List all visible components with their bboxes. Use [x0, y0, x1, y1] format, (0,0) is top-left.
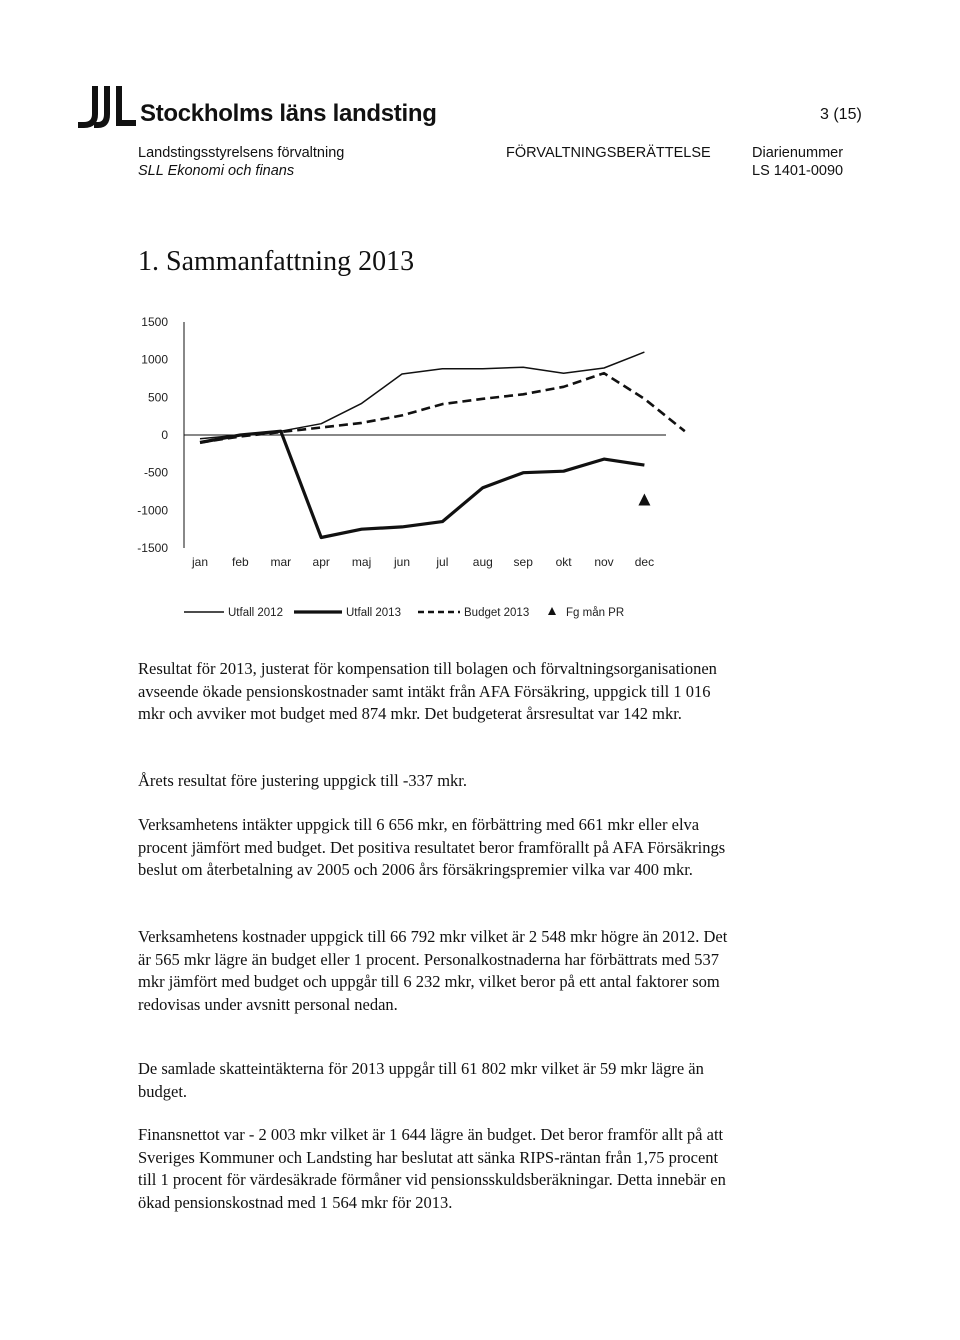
section-heading: 1. Sammanfattning 2013 [138, 246, 415, 277]
paragraph-revenues: Verksamhetens intäkter uppgick till 6 656 mkr, en förbättring med 661 mkr eller elva procent jämfört med budget. Det positiva resultatet beror framförallt på AFA Försäkrings beslut om återbetalning av 2005 och 2006 års försäkringspremier vilka var 400 mkr. [138, 815, 726, 879]
x-tick-label: okt [555, 555, 572, 569]
y-tick-label: -1000 [137, 503, 168, 518]
document-type: FÖRVALTNINGSBERÄTTELSE [506, 145, 711, 161]
result-line-chart [0, 0, 960, 640]
x-tick-labels [191, 555, 654, 569]
series-line-utfall-2013 [200, 431, 644, 537]
department-name: SLL Ekonomi och finans [138, 163, 295, 179]
diarienummer-label: Diarienummer [752, 145, 844, 161]
x-tick-label: feb [232, 555, 249, 569]
y-tick-label: 500 [147, 390, 168, 405]
x-tick-label: jan [191, 555, 209, 569]
x-tick-label: nov [594, 555, 614, 569]
legend-label: Budget 2013 [464, 607, 530, 619]
org-name: Stockholms läns landsting [140, 100, 437, 127]
administration-name: Landstingsstyrelsens förvaltning [138, 145, 345, 161]
fg-man-pr-marker [638, 494, 650, 506]
legend-label: Utfall 2012 [228, 607, 283, 619]
paragraph-result: Resultat för 2013, justerat för kompensation till bolagen och förvaltningsorganisationen avseende ökade pensionskostnader samt intäkt från AFA Försäkring, uppgick till 1 016 mkr och avviker mot budget med 874 mkr. Det budgeterat årsresultat var 142 mkr. [138, 659, 717, 723]
page-number: 3 (15) [820, 106, 862, 123]
y-tick-label: -1500 [137, 541, 168, 555]
x-tick-label: jul [436, 555, 449, 569]
series-line-budget-2013 [200, 373, 685, 442]
series-line-utfall-2012 [200, 352, 644, 439]
y-tick-label: 0 [161, 428, 168, 442]
legend-label: Fg mån PR [566, 607, 625, 619]
y-tick-label: 1500 [141, 315, 168, 329]
chart-series [200, 352, 685, 537]
paragraph-financial-net: Finansnettot var - 2 003 mkr vilket är 1 644 lägre än budget. Det beror framför allt på att Sveriges Kommuner och Landsting har beslutat att sänka RIPS-räntan från 1,75 procent till 1 procent för värdesäkrade förmåner vid pensionsskuldsberäkningar. Detta innebär en ökad pensionskostnad med 1 564 mkr för 2013. [138, 1125, 726, 1212]
y-tick-label: -500 [143, 465, 168, 480]
chart-legend [184, 607, 624, 619]
x-tick-label: apr [312, 555, 330, 569]
x-tick-label: mar [270, 555, 292, 569]
legend-marker-fg-man-pr [548, 607, 556, 615]
paragraph-result-before-adjustment: Årets resultat före justering uppgick till -337 mkr. [138, 771, 468, 790]
paragraph-costs: Verksamhetens kostnader uppgick till 66 792 mkr vilket är 2 548 mkr högre än 2012. Det är 565 mkr lägre än budget eller 1 procent. Personalkostnaderna har förbättrats med 537 mkr jämfört med budget och uppgår till 6 232 mkr, vilket beror på ett antal faktorer som redovisas under avsnitt personal nedan. [138, 927, 728, 1014]
x-tick-label: dec [634, 555, 655, 569]
y-tick-label: 1000 [141, 352, 168, 367]
x-tick-label: aug [472, 555, 493, 569]
diarienummer-value: LS 1401-0090 [752, 163, 844, 179]
y-tick-labels [137, 315, 168, 555]
x-tick-label: sep [513, 555, 533, 569]
x-tick-label: maj [351, 555, 372, 569]
x-tick-label: jun [393, 555, 411, 569]
paragraph-tax-revenues: De samlade skatteintäkterna för 2013 uppgår till 61 802 mkr vilket är 59 mkr lägre än budget. [138, 1059, 704, 1101]
legend-label: Utfall 2013 [346, 607, 401, 619]
